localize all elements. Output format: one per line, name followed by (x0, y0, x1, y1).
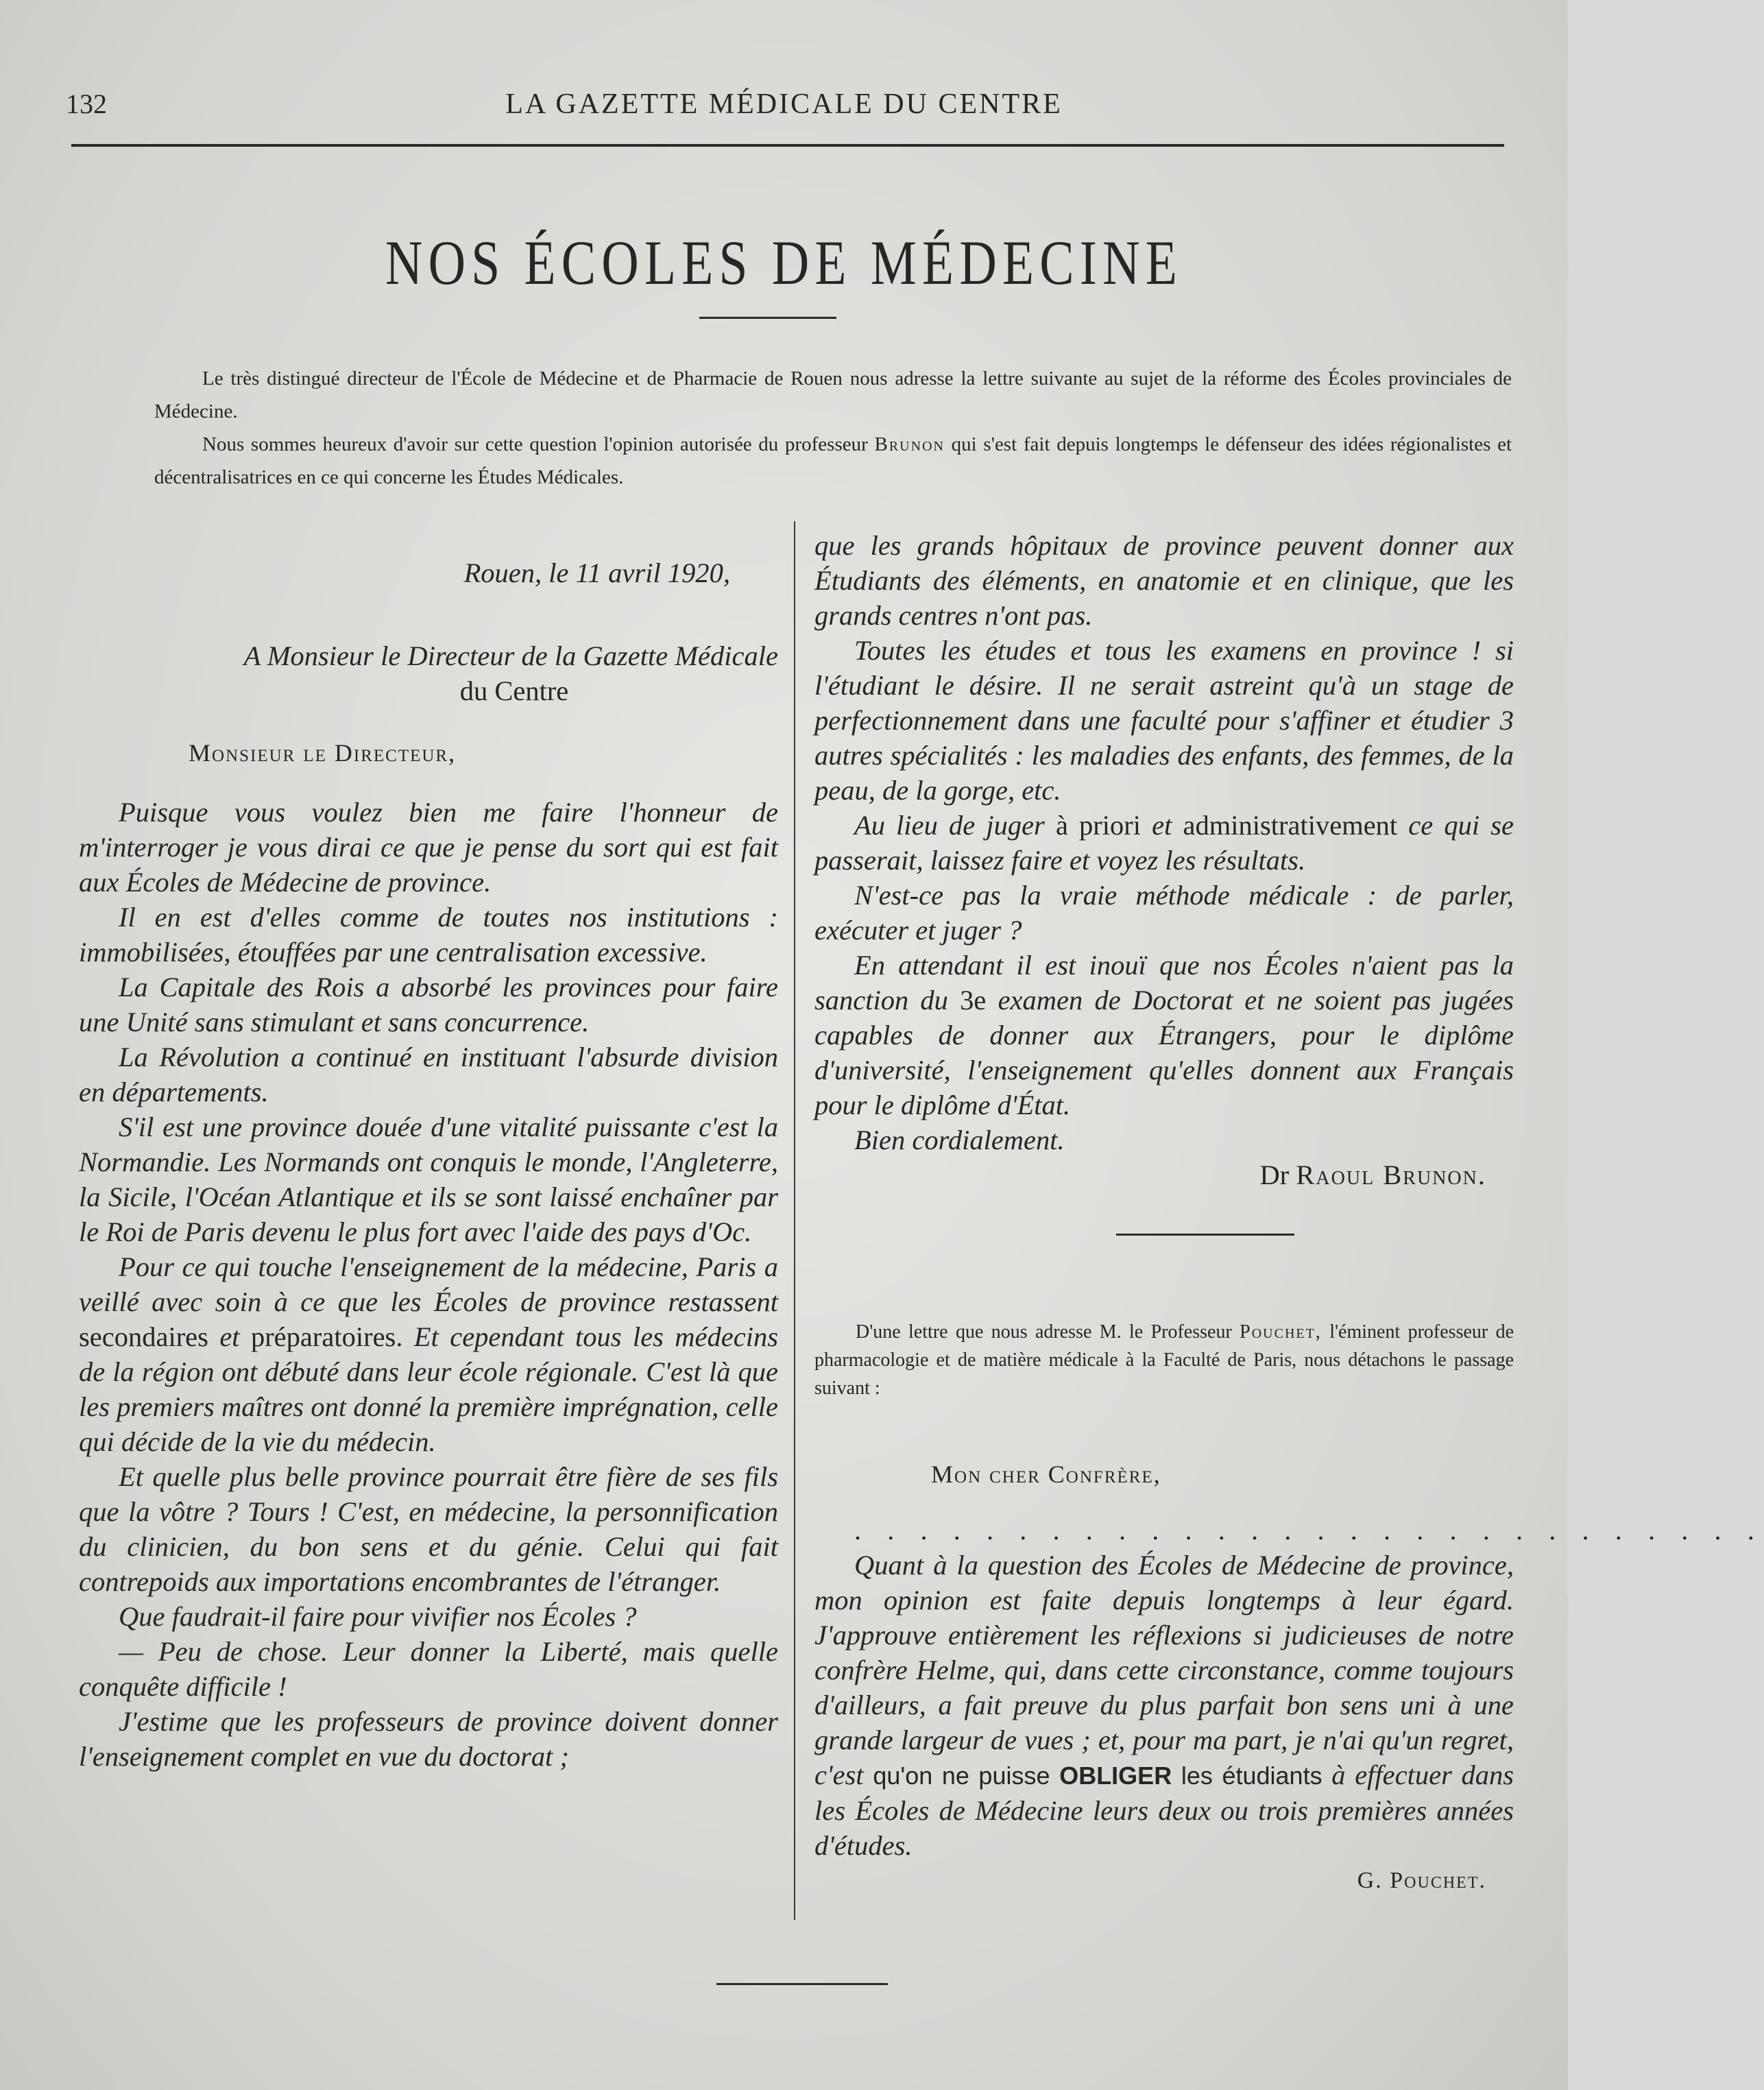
intro-paragraph-1: Le très distingué directeur de l'École de Médecine et de Pharmacie de Rouen nous adresse la lettre suivante au sujet de la réforme des Écoles provinciales de Médecine. (154, 368, 1512, 422)
footer-rule (716, 1983, 888, 1985)
addressee-line-1: A Monsieur le Directeur de la Gazette Médicale (243, 640, 778, 671)
letter-paragraph: Et quelle plus belle province pourrait être fière de ses fils que la vôtre ? Tours ! C'est, en médecine, la personnification du clinicien, du bon sens et du génie. Celui qui fait contrepoids aux importations encombrantes de l'étranger. (79, 1461, 778, 1597)
page-number: 132 (66, 88, 107, 119)
letter-paragraph: La Révolution a continué en instituant l'absurde division en départements. (79, 1042, 778, 1107)
letter-paragraph: Que faudrait-il faire pour vivifier nos Écoles ? (119, 1601, 637, 1632)
second-signature: G. Pouchet. (1357, 1868, 1486, 1893)
second-letter-intro: D'une lettre que nous adresse M. le Professeur Pouchet, l'éminent professeur de pharmacologie et de matière médicale à la Faculté de Paris, nous détachons le passage suivant : (814, 1321, 1514, 1399)
header-rule (71, 144, 1504, 147)
salutation: Monsieur le Directeur, (189, 739, 457, 767)
title-rule (699, 317, 836, 319)
article-title: NOS ÉCOLES DE MÉDECINE (385, 228, 1183, 298)
running-title: LA GAZETTE MÉDICALE DU CENTRE (505, 88, 1063, 120)
signature: Dr Raoul Brunon. (1259, 1160, 1486, 1190)
letter-paragraph: Puisque vous voulez bien me faire l'honneur de m'interroger je vous dirai ce que je pense du sort qui est fait aux Écoles de Médecine de province. (79, 797, 778, 898)
letter-paragraph: Pour ce qui touche l'enseignement de la médecine, Paris a veillé avec soin à ce que les Écoles de province restassent secondaires et préparatoires. Et cependant tous les médecins de la région ont débuté dans leur école régionale. C'est là que les premiers maîtres ont donné la première imprégnation, celle qui décide de la vie du médecin. (79, 1251, 778, 1457)
author-name: Brunon (874, 433, 945, 455)
dateline: Rouen, le 11 avril 1920, (463, 557, 730, 588)
letter-continuation: que les grands hôpitaux de province peuvent donner aux Étudiants des éléments, en anatomie et en clinique, que les grands centres n'ont pas. (814, 530, 1514, 631)
letter-right-column (814, 528, 1764, 1898)
letter-paragraph: S'il est une province douée d'une vitalité puissante c'est la Normandie. Les Normands ont conquis le monde, l'Angleterre, la Sicile, l'Océan Atlantique et ils se sont laissé enchaîner par le Roi de Paris devenu le plus fort avec l'aide des pays d'Oc. (79, 1112, 778, 1247)
second-letter-body: Quant à la question des Écoles de Médecine de province, mon opinion est faite depuis longtemps à leur égard. J'approuve entièrement les réflexions si judicieuses de notre confrère Helme, qui, dans cette circonstance, comme toujours d'ailleurs, a fait preuve du plus parfait bon sens uni à une grande largeur de vues ; et, pour ma part, je n'ai qu'un regret, c'est qu'on ne puisse OBLIGER les étudiants à effectuer dans les Écoles de Médecine leurs deux ou trois premières années d'études. (814, 1550, 1514, 1861)
letter-paragraph: Au lieu de juger à priori et administrativement ce qui se passerait, laissez faire et voyez les résultats. (814, 810, 1514, 876)
letter-paragraph: N'est-ce pas la vraie méthode médicale : de parler, exécuter et juger ? (814, 880, 1514, 946)
letter-left-column (79, 528, 778, 1774)
second-salutation: Mon cher Confrère, (931, 1461, 1161, 1488)
letter-paragraph: Il en est d'elles comme de toutes nos institutions : immobilisées, étouffées par une centralisation excessive. (79, 902, 778, 968)
letter-paragraph: En attendant il est inouï que nos Écoles n'aient pas la sanction du 3e examen de Doctorat et ne soient pas jugées capables de donner aux Étrangers, pour le diplôme d'université, l'enseignement qu'elles donnent aux Français pour le diplôme d'État. (814, 950, 1514, 1120)
intro-paragraph-2: Nous sommes heureux d'avoir sur cette question l'opinion autorisée du professeur Brunon qui s'est fait depuis longtemps le défenseur des idées régionalistes et décentralisatrices en ce qui concerne les Études Médicales. (154, 433, 1512, 488)
letter-paragraph: — Peu de chose. Leur donner la Liberté, mais quelle conquête difficile ! (79, 1636, 778, 1702)
letter-paragraph: La Capitale des Rois a absorbé les provinces pour faire une Unité sans stimulant et sans concurrence. (79, 972, 778, 1037)
article-intro (154, 362, 1512, 494)
section-rule (1116, 1234, 1294, 1236)
ellipsis-line: . . . . . . . . . . . . . . . . . . . . . . . . . . . . (854, 1515, 1764, 1546)
letter-paragraph: Toutes les études et tous les examens en province ! si l'étudiant le désire. Il ne serait astreint qu'à un stage de perfectionnement dans une faculté pour s'affiner et étudier 3 autres spécialités : les maladies des enfants, des femmes, de la peau, de la gorge, etc. (814, 635, 1514, 806)
letter-closing: Bien cordialement. (854, 1125, 1065, 1155)
addressee-line-2: du Centre (459, 675, 569, 706)
letter-paragraph: J'estime que les professeurs de province doivent donner l'enseignement complet en vue du doctorat ; (79, 1706, 778, 1772)
column-rule (794, 521, 795, 1920)
